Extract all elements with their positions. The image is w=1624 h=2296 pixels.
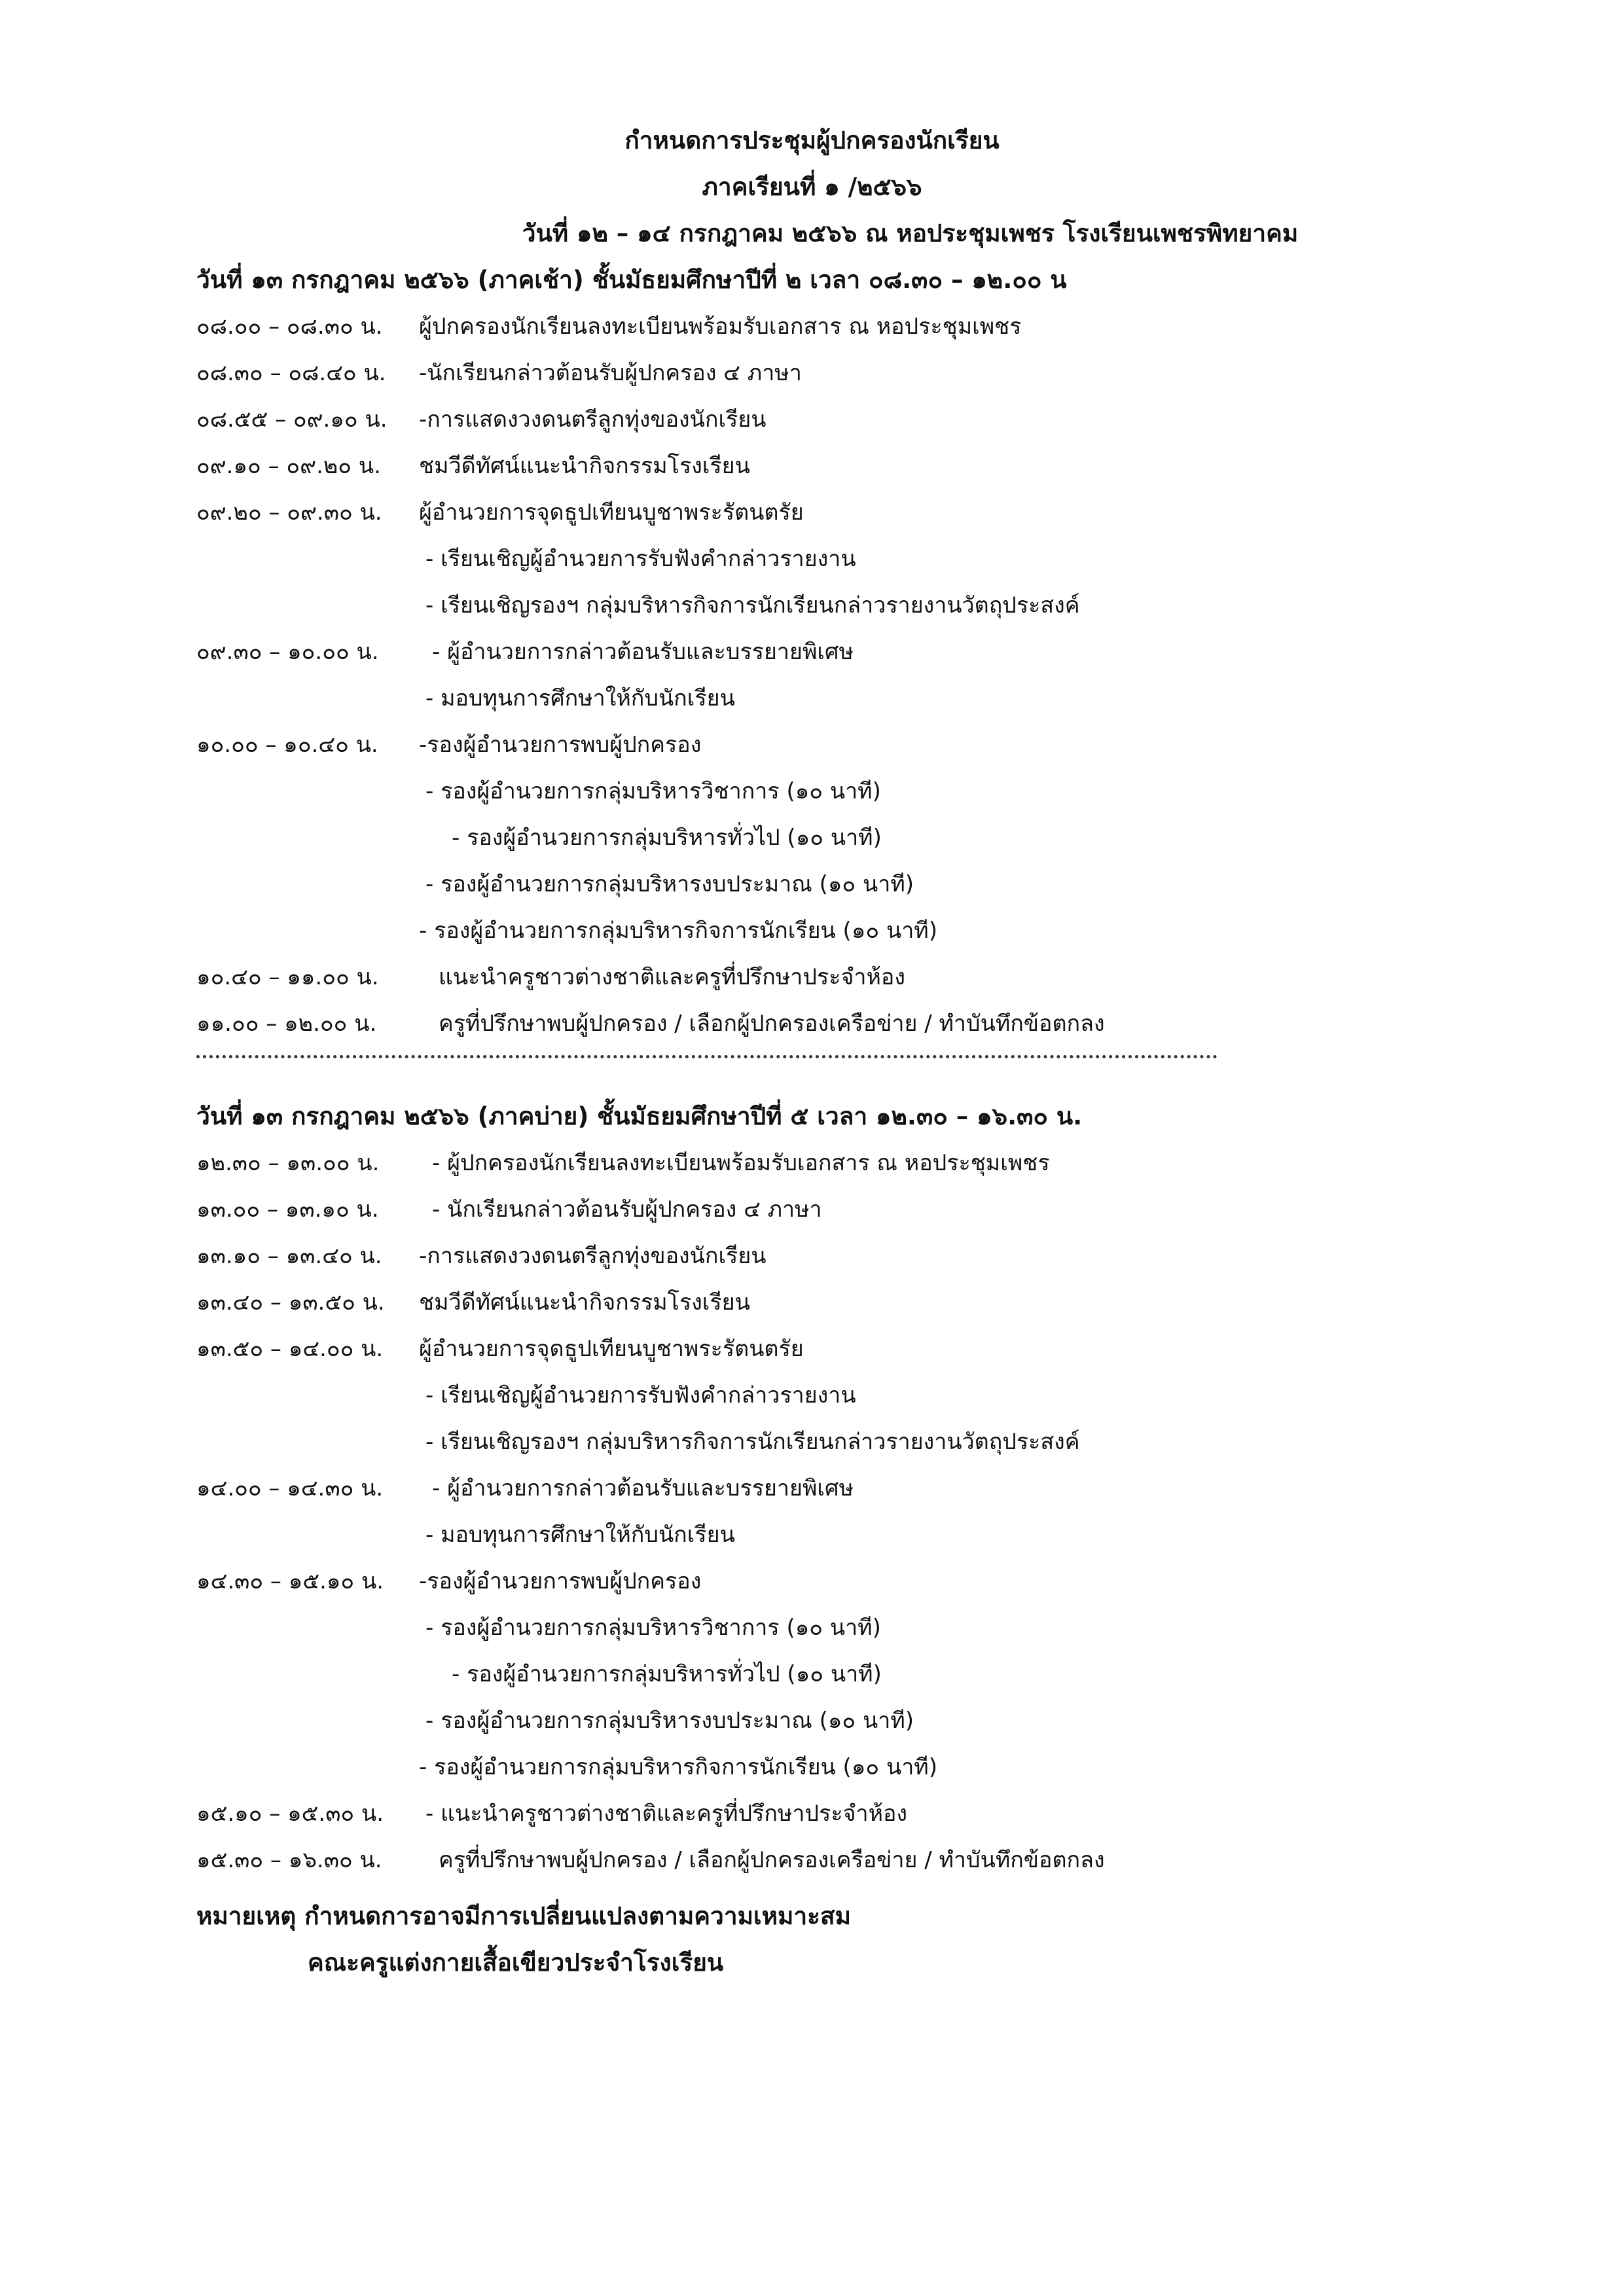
- remark-note: หมายเหตุ กำหนดการอาจมีการเปลี่ยนแปลงตามความเหมาะสม: [196, 1902, 852, 1930]
- date-venue-line: วันที่ ๑๒ – ๑๔ กรกฎาคม ๒๕๖๖ ณ หอประชุมเพชร โรงเรียนเพชรพิทยาคม: [522, 219, 1299, 247]
- row-text: -นักเรียนกล่าวต้อนรับผู้ปกครอง ๔ ภาษา: [419, 360, 802, 386]
- row-text: - ผู้อำนวยการกล่าวต้อนรับและบรรยายพิเศษ: [432, 639, 854, 665]
- row-time: ๑๐.๔๐ – ๑๑.๐๐ น.: [196, 964, 379, 990]
- row-text: ครูที่ปรึกษาพบผู้ปกครอง / เลือกผู้ปกครองเครือข่าย / ทำบันทึกข้อตกลง: [439, 1011, 1105, 1037]
- row-text: ชมวีดีทัศน์แนะนำกิจกรรมโรงเรียน: [419, 453, 750, 479]
- row-text: - รองผู้อำนวยการกลุ่มบริหารงบประมาณ (๑๐ นาที): [425, 871, 914, 897]
- row-time: ๐๘.๕๕ – ๐๙.๑๐ น.: [196, 406, 388, 433]
- row-text: - เรียนเชิญผู้อำนวยการรับฟังคำกล่าวรายงาน: [425, 546, 856, 572]
- row-time: ๑๐.๐๐ – ๑๐.๔๐ น.: [196, 732, 378, 758]
- row-time: ๑๓.๐๐ – ๑๓.๑๐ น.: [196, 1196, 379, 1223]
- row-text: - รองผู้อำนวยการกลุ่มบริหารวิชาการ (๑๐ นาที): [425, 1615, 881, 1641]
- row-text: -การแสดงวงดนตรีลูกทุ่งของนักเรียน: [419, 1243, 767, 1269]
- row-text: -การแสดงวงดนตรีลูกทุ่งของนักเรียน: [419, 406, 767, 433]
- row-time: ๑๓.๕๐ – ๑๔.๐๐ น.: [196, 1336, 384, 1362]
- row-time: ๐๙.๒๐ – ๐๙.๓๐ น.: [196, 499, 382, 526]
- row-text: ผู้อำนวยการจุดธูปเทียนบูชาพระรัตนตรัย: [419, 499, 804, 526]
- row-text: - แนะนำครูชาวต่างชาติและครูที่ปรึกษาประจำห้อง: [425, 1801, 908, 1827]
- row-text: - รองผู้อำนวยการกลุ่มบริหารทั่วไป (๑๐ นาที): [452, 825, 882, 851]
- row-time: ๑๔.๐๐ – ๑๔.๓๐ น.: [196, 1475, 384, 1501]
- row-text: - รองผู้อำนวยการกลุ่มบริหารกิจการนักเรียน (๑๐ นาที): [419, 1754, 937, 1780]
- row-text: ครูที่ปรึกษาพบผู้ปกครอง / เลือกผู้ปกครองเครือข่าย / ทำบันทึกข้อตกลง: [439, 1847, 1105, 1873]
- row-time: ๑๕.๑๐ – ๑๕.๓๐ น.: [196, 1801, 384, 1827]
- morning-session-heading: วันที่ ๑๓ กรกฎาคม ๒๕๖๖ (ภาคเช้า) ชั้นมัธยมศึกษาปีที่ ๒ เวลา ๐๘.๓๐ – ๑๒.๐๐ น: [196, 266, 1067, 294]
- row-text: - เรียนเชิญรองฯ กลุ่มบริหารกิจการนักเรียนกล่าวรายงานวัตถุประสงค์: [425, 592, 1080, 619]
- row-time: ๑๓.๔๐ – ๑๓.๕๐ น.: [196, 1289, 385, 1316]
- row-time: ๐๙.๓๐ – ๑๐.๐๐ น.: [196, 639, 379, 665]
- row-time: ๐๙.๑๐ – ๐๙.๒๐ น.: [196, 453, 381, 479]
- row-time: ๑๔.๓๐ – ๑๕.๑๐ น.: [196, 1568, 384, 1594]
- row-text: ชมวีดีทัศน์แนะนำกิจกรรมโรงเรียน: [419, 1289, 750, 1316]
- afternoon-session-heading: วันที่ ๑๓ กรกฎาคม ๒๕๖๖ (ภาคบ่าย) ชั้นมัธยมศึกษาปีที่ ๕ เวลา ๑๒.๓๐ – ๑๖.๓๐ น.: [196, 1102, 1083, 1130]
- row-text: - รองผู้อำนวยการกลุ่มบริหารกิจการนักเรียน (๑๐ นาที): [419, 918, 937, 944]
- row-text: ผู้อำนวยการจุดธูปเทียนบูชาพระรัตนตรัย: [419, 1336, 804, 1362]
- row-text: -รองผู้อำนวยการพบผู้ปกครอง: [419, 1568, 702, 1594]
- row-time: ๑๓.๑๐ – ๑๓.๔๐ น.: [196, 1243, 382, 1269]
- row-time: ๑๑.๐๐ – ๑๒.๐๐ น.: [196, 1011, 377, 1037]
- row-time: ๐๘.๐๐ – ๐๘.๓๐ น.: [196, 314, 383, 340]
- row-time: ๑๕.๓๐ – ๑๖.๓๐ น.: [196, 1847, 382, 1873]
- row-text: - มอบทุนการศึกษาให้กับนักเรียน: [425, 685, 735, 711]
- row-text: - เรียนเชิญผู้อำนวยการรับฟังคำกล่าวรายงาน: [425, 1382, 856, 1408]
- row-text: ผู้ปกครองนักเรียนลงทะเบียนพร้อมรับเอกสาร ณ หอประชุมเพชร: [419, 314, 1022, 340]
- row-text: - มอบทุนการศึกษาให้กับนักเรียน: [425, 1522, 735, 1548]
- row-time: ๐๘.๓๐ – ๐๘.๔๐ น.: [196, 360, 386, 386]
- document-title: กำหนดการประชุมผู้ปกครองนักเรียน: [624, 126, 1000, 154]
- row-text: - ผู้อำนวยการกล่าวต้อนรับและบรรยายพิเศษ: [432, 1475, 854, 1501]
- row-text: แนะนำครูชาวต่างชาติและครูที่ปรึกษาประจำห้อง: [439, 964, 905, 990]
- row-text: - เรียนเชิญรองฯ กลุ่มบริหารกิจการนักเรียนกล่าวรายงานวัตถุประสงค์: [425, 1429, 1080, 1455]
- semester-line: ภาคเรียนที่ ๑ /๒๕๖๖: [702, 173, 922, 201]
- row-text: - รองผู้อำนวยการกลุ่มบริหารงบประมาณ (๑๐ นาที): [425, 1708, 914, 1734]
- row-text: -รองผู้อำนวยการพบผู้ปกครอง: [419, 732, 702, 758]
- dress-code-note: คณะครูแต่งกายเสื้อเขียวประจำโรงเรียน: [308, 1948, 724, 1977]
- row-time: ๑๒.๓๐ – ๑๓.๐๐ น.: [196, 1150, 380, 1176]
- row-text: - รองผู้อำนวยการกลุ่มบริหารทั่วไป (๑๐ นาที): [452, 1661, 882, 1687]
- dotted-separator: [196, 1055, 1218, 1058]
- row-text: - รองผู้อำนวยการกลุ่มบริหารวิชาการ (๑๐ นาที): [425, 778, 881, 804]
- row-text: - ผู้ปกครองนักเรียนลงทะเบียนพร้อมรับเอกสาร ณ หอประชุมเพชร: [432, 1150, 1050, 1176]
- row-text: - นักเรียนกล่าวต้อนรับผู้ปกครอง ๔ ภาษา: [432, 1196, 822, 1223]
